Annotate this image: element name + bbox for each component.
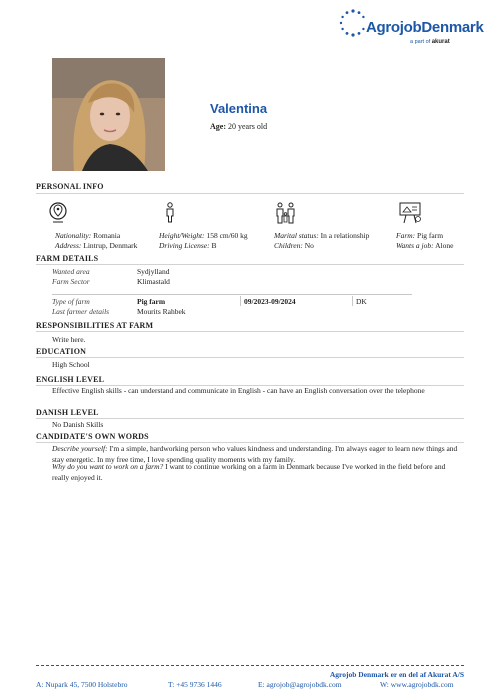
address-line: Address: Lintrup, Denmark (55, 241, 138, 250)
driving-license-line: Driving License: B (159, 241, 217, 250)
divider (36, 193, 464, 194)
divider (36, 442, 464, 443)
section-title-danish-level: DANISH LEVEL (36, 408, 99, 417)
work-period: 09/2023-09/2024 (244, 297, 296, 306)
marital-status-line: Marital status: In a relationship (274, 231, 370, 240)
divider (36, 331, 464, 332)
last-farmer-label: Last farmer details (52, 307, 110, 316)
logo-brand-text: AgrojobDenmark (366, 19, 484, 36)
footer-divider (36, 665, 464, 666)
family-icon (274, 201, 298, 225)
section-title-personal-info: PERSONAL INFO (36, 182, 104, 191)
nationality-line: Nationality: Romania (55, 231, 121, 240)
section-title-education: EDUCATION (36, 347, 87, 356)
footer-website[interactable]: W: www.agrojobdk.com (380, 680, 454, 689)
farm-sign-icon (398, 201, 422, 225)
company-logo (338, 8, 484, 50)
logo-subtitle: a part of akurat (410, 39, 450, 45)
logo-star-ring-icon (338, 8, 368, 38)
wants-job-line: Wants a job: Alone (396, 241, 454, 250)
farm-line: Farm: Pig farm (396, 231, 444, 240)
divider (36, 264, 464, 265)
danish-level-text: No Danish Skills (52, 420, 104, 429)
passport-location-icon (48, 201, 68, 225)
type-of-farm-value: Pig farm (137, 297, 166, 306)
divider (240, 296, 241, 306)
divider (36, 357, 464, 358)
type-of-farm-label: Type of farm (52, 297, 90, 306)
person-height-icon (160, 201, 180, 225)
candidate-photo (52, 58, 165, 171)
farm-sector-label: Farm Sector (52, 277, 90, 286)
why-farm-paragraph: Why do you want to work on a farm? I want to continue working on a farm in Denmark because I've worked in the field before and really enjoyed it. (52, 462, 446, 482)
children-line: Children: No (274, 241, 314, 250)
footer-company: Agrojob Denmark er en del af Akurat A/S (329, 670, 464, 679)
footer-address: A: Nupark 45, 7500 Holstebro (36, 680, 128, 689)
wanted-area-label: Wanted area (52, 267, 90, 276)
education-text: High School (52, 360, 90, 369)
english-level-text: Effective English skills - can understand and communicate in English - can have an English conversation over the telephone (52, 386, 425, 395)
section-title-own-words: CANDIDATE'S OWN WORDS (36, 432, 149, 441)
work-country: DK (356, 297, 367, 306)
footer-email[interactable]: E: agrojob@agrojobdk.com (258, 680, 342, 689)
footer-phone: T: +45 9736 1446 (168, 680, 222, 689)
height-weight-line: Height/Weight: 158 cm/60 kg (159, 231, 248, 240)
wanted-area-value: Sydjylland (137, 267, 170, 276)
candidate-age: Age: 20 years old (210, 122, 268, 131)
last-farmer-value: Mourits Rahbek (137, 307, 186, 316)
describe-yourself-paragraph: Describe yourself: I'm a simple, hardworking person who values kindness and understanding. I'm always eager to learn new things and stay energetic. In my free time, I love spending quality moments with my family. (52, 444, 458, 464)
section-title-responsibilities: RESPONSIBILITIES AT FARM (36, 321, 154, 330)
section-title-english-level: ENGLISH LEVEL (36, 375, 105, 384)
section-title-farm-details: FARM DETAILS (36, 254, 99, 263)
divider (36, 418, 464, 419)
responsibilities-text: Write here. (52, 335, 86, 344)
divider (352, 296, 353, 306)
divider (52, 294, 412, 295)
farm-sector-value: Klimastald (137, 277, 170, 286)
candidate-name: Valentina (210, 101, 268, 116)
